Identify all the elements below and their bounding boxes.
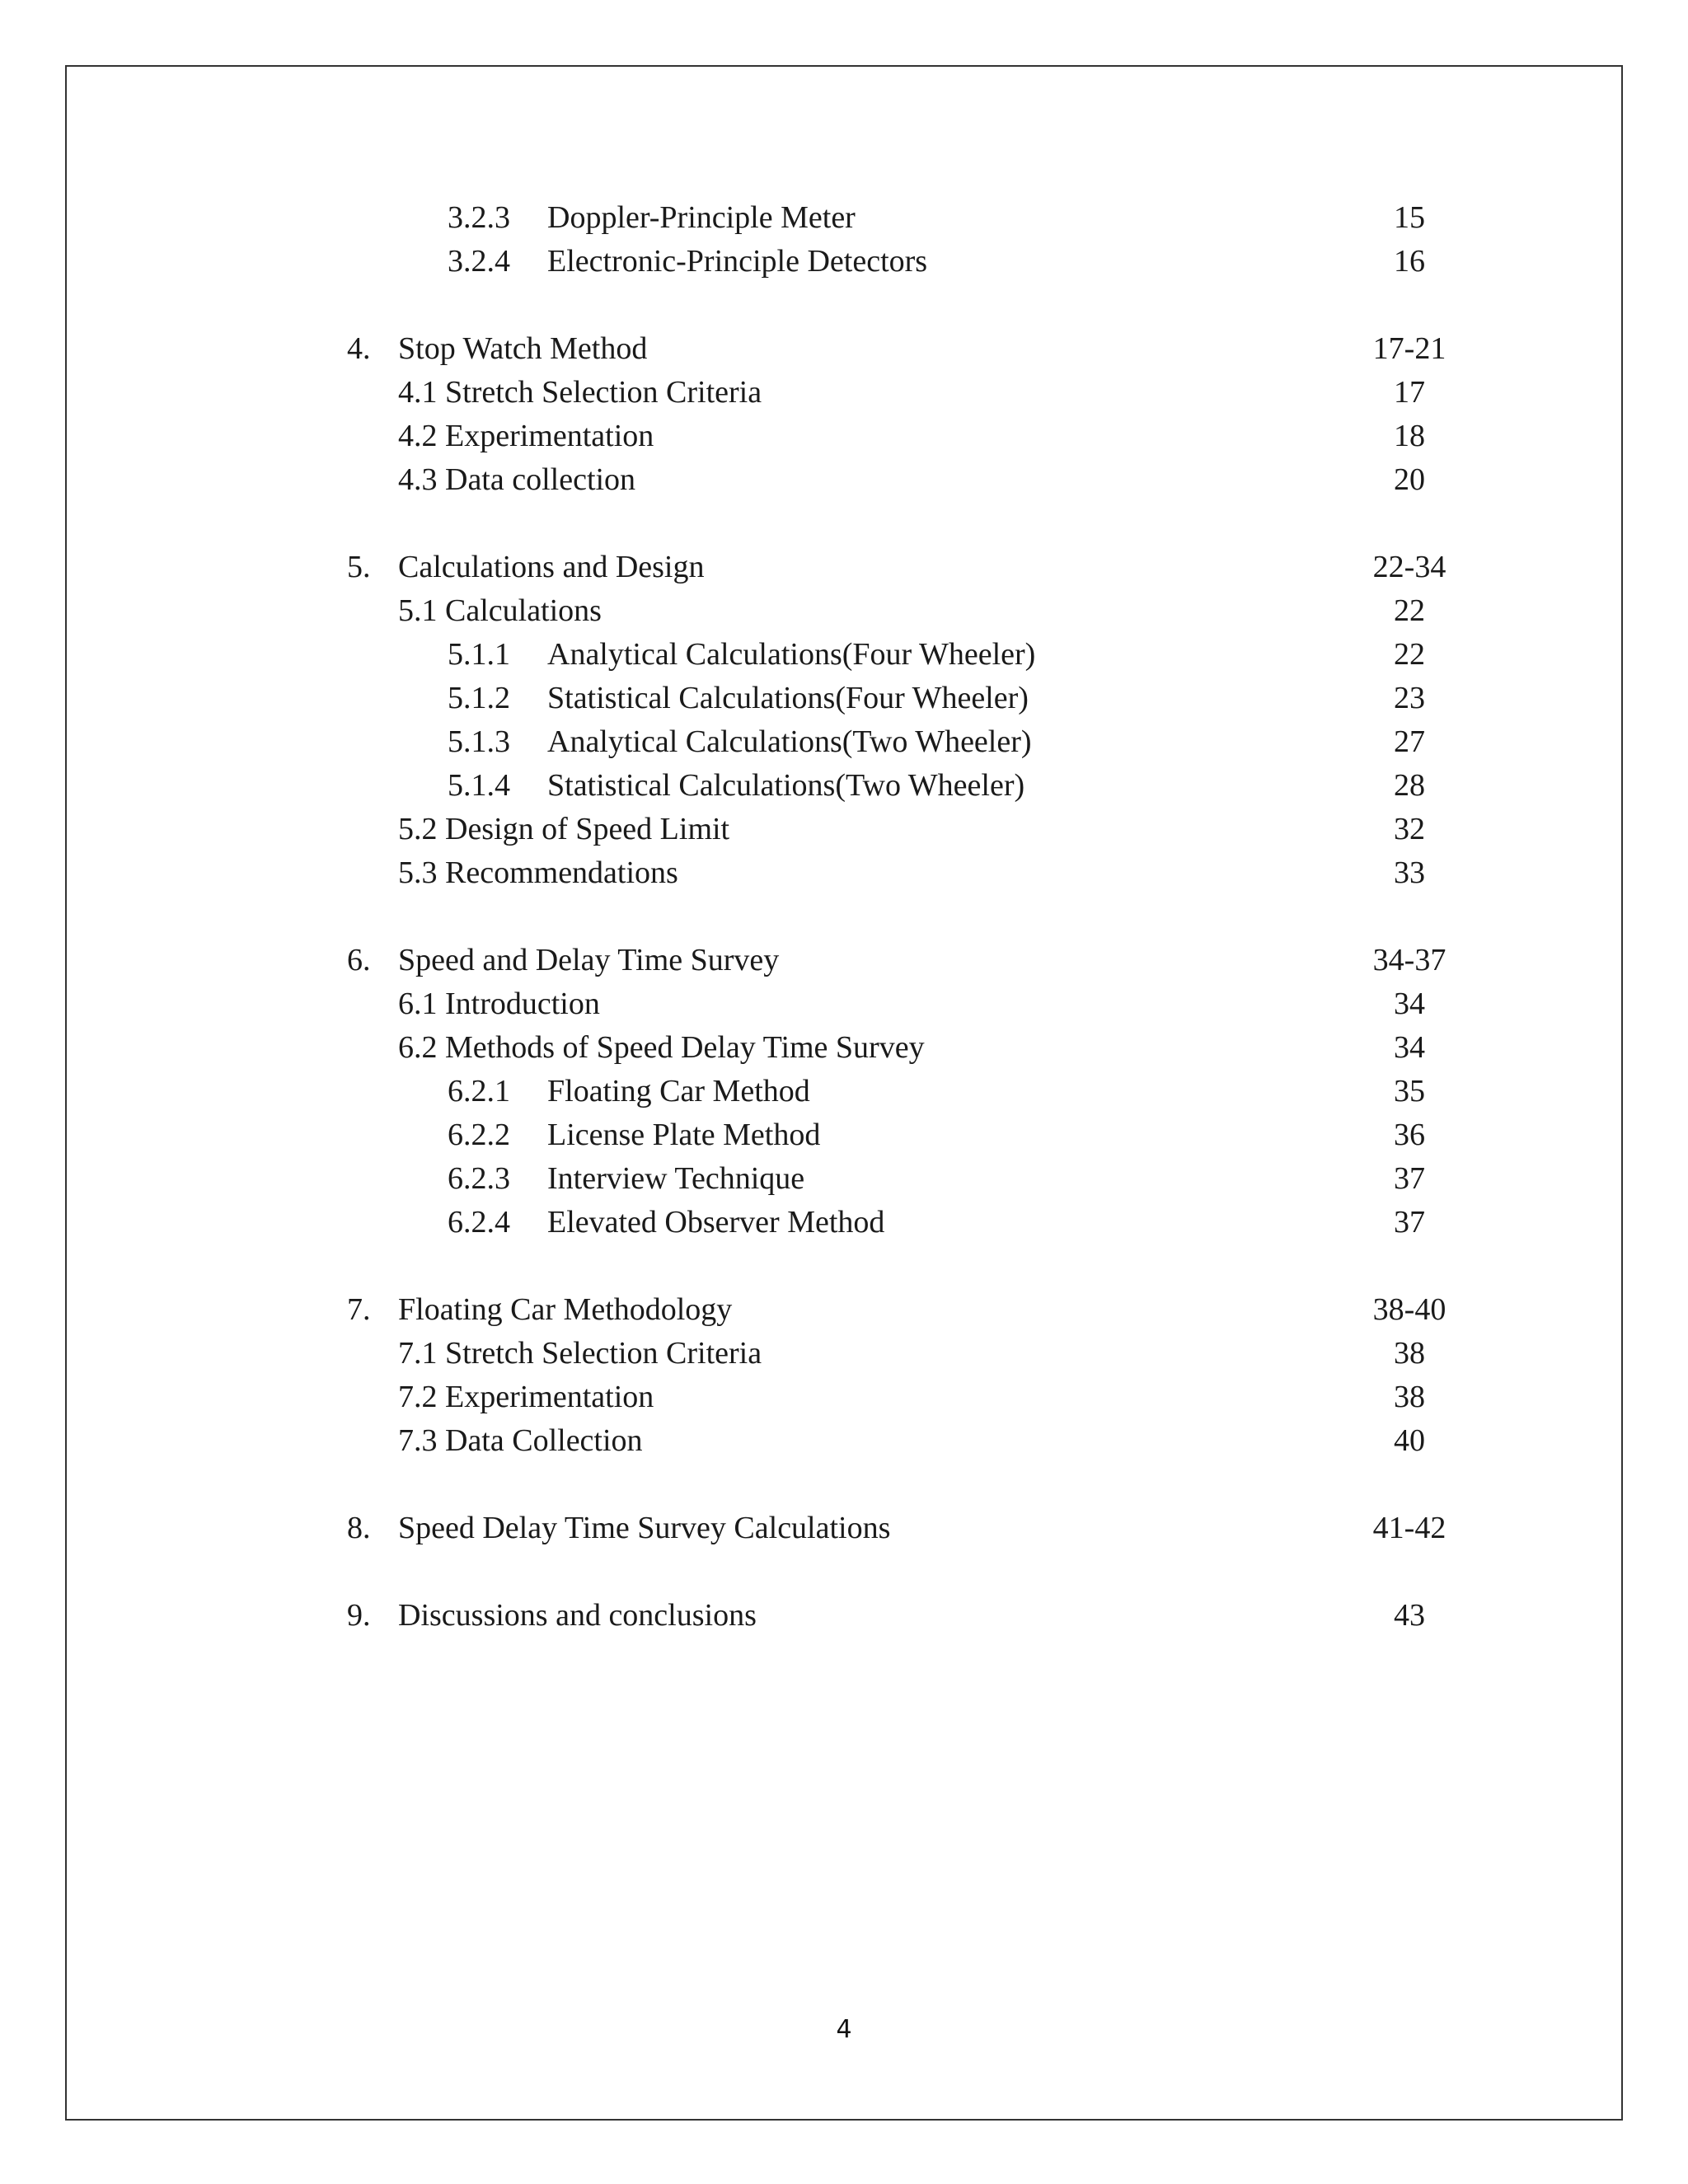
entry-title: 4.2 Experimentation: [398, 419, 654, 453]
entry-title: Analytical Calculations(Two Wheeler): [547, 724, 1032, 759]
toc-entry-6-2-2[interactable]: [0, 1113, 1688, 1156]
entry-title: Floating Car Methodology: [398, 1292, 733, 1327]
toc-entry-5-1-1[interactable]: [0, 633, 1688, 676]
entry-page: 38: [1394, 1336, 1425, 1371]
toc-entry-6-2-1[interactable]: [0, 1070, 1688, 1113]
entry-title: Speed and Delay Time Survey: [398, 943, 780, 977]
entry-title: Discussions and conclusions: [398, 1598, 757, 1633]
toc-entry-chapter-4[interactable]: [0, 327, 1688, 370]
toc-entry-4-2[interactable]: [0, 415, 1688, 457]
toc-entry-5-2[interactable]: [0, 808, 1688, 851]
entry-page: 17: [1394, 375, 1425, 410]
entry-page: 15: [1394, 200, 1425, 235]
entry-page: 36: [1394, 1118, 1425, 1152]
page-number: 4: [836, 2015, 852, 2044]
entry-page: 17-21: [1372, 331, 1447, 366]
entry-page: 38: [1394, 1380, 1425, 1414]
entry-title: 5.3 Recommendations: [398, 855, 678, 890]
entry-page: 28: [1394, 768, 1425, 803]
entry-number: 5.: [347, 550, 371, 584]
entry-title: 7.2 Experimentation: [398, 1380, 654, 1414]
entry-title: 7.3 Data Collection: [398, 1423, 643, 1458]
entry-page: 37: [1394, 1205, 1425, 1240]
entry-title: 4.3 Data collection: [398, 462, 636, 497]
entry-title: Doppler-Principle Meter: [547, 200, 856, 235]
entry-number: 5.1.4: [448, 768, 510, 803]
toc-entry-6-1[interactable]: [0, 982, 1688, 1025]
entry-title: 5.2 Design of Speed Limit: [398, 812, 730, 846]
entry-title: Electronic-Principle Detectors: [547, 244, 928, 279]
entry-page: 33: [1394, 855, 1425, 890]
toc-entry-4-1[interactable]: [0, 371, 1688, 414]
entry-number: 3.2.4: [448, 244, 510, 279]
entry-number: 6.2.2: [448, 1118, 510, 1152]
entry-title: License Plate Method: [547, 1118, 821, 1152]
entry-page: 32: [1394, 812, 1425, 846]
entry-page: 40: [1394, 1423, 1425, 1458]
entry-number: 6.: [347, 943, 371, 977]
entry-number: 6.2.3: [448, 1161, 510, 1196]
entry-page: 20: [1394, 462, 1425, 497]
toc-entry-7-1[interactable]: [0, 1332, 1688, 1375]
toc-entry-5-1-2[interactable]: [0, 677, 1688, 719]
entry-title: Statistical Calculations(Four Wheeler): [547, 681, 1029, 715]
entry-page: 38-40: [1372, 1292, 1447, 1327]
entry-title: Analytical Calculations(Four Wheeler): [547, 637, 1036, 672]
entry-page: 22: [1394, 637, 1425, 672]
toc-entry-5-3[interactable]: [0, 851, 1688, 894]
entry-number: 9.: [347, 1598, 371, 1633]
entry-title: Statistical Calculations(Two Wheeler): [547, 768, 1025, 803]
entry-number: 6.2.4: [448, 1205, 510, 1240]
toc-entry-3-2-4[interactable]: [0, 240, 1688, 283]
entry-number: 7.: [347, 1292, 371, 1327]
entry-page: 34-37: [1372, 943, 1447, 977]
entry-page: 43: [1394, 1598, 1425, 1633]
entry-page: 22: [1394, 593, 1425, 628]
entry-title: 5.1 Calculations: [398, 593, 602, 628]
toc-entry-chapter-8[interactable]: [0, 1507, 1688, 1549]
entry-number: 5.1.1: [448, 637, 510, 672]
entry-title: 4.1 Stretch Selection Criteria: [398, 375, 762, 410]
entry-page: 37: [1394, 1161, 1425, 1196]
entry-title: Interview Technique: [547, 1161, 805, 1196]
entry-page: 35: [1394, 1074, 1425, 1108]
toc-entry-chapter-7[interactable]: [0, 1288, 1688, 1331]
toc-entry-6-2-4[interactable]: [0, 1201, 1688, 1244]
toc-entry-chapter-5[interactable]: [0, 546, 1688, 588]
entry-title: Stop Watch Method: [398, 331, 648, 366]
entry-page: 23: [1394, 681, 1425, 715]
toc-entry-5-1-3[interactable]: [0, 720, 1688, 763]
entry-number: 6.2.1: [448, 1074, 510, 1108]
toc-entry-5-1-4[interactable]: [0, 764, 1688, 807]
entry-title: 6.1 Introduction: [398, 987, 600, 1021]
entry-number: 5.1.3: [448, 724, 510, 759]
toc-entry-5-1[interactable]: [0, 589, 1688, 632]
toc-entry-6-2-3[interactable]: [0, 1157, 1688, 1200]
entry-number: 4.: [347, 331, 371, 366]
entry-number: 5.1.2: [448, 681, 510, 715]
entry-page: 41-42: [1372, 1511, 1447, 1545]
entry-title: Calculations and Design: [398, 550, 705, 584]
entry-page: 27: [1394, 724, 1425, 759]
entry-page: 22-34: [1372, 550, 1447, 584]
toc-entry-chapter-9[interactable]: [0, 1594, 1688, 1637]
entry-page: 18: [1394, 419, 1425, 453]
entry-page: 16: [1394, 244, 1425, 279]
toc-entry-chapter-6[interactable]: [0, 939, 1688, 982]
entry-title: Floating Car Method: [547, 1074, 810, 1108]
entry-page: 34: [1394, 1030, 1425, 1065]
toc-entry-4-3[interactable]: [0, 458, 1688, 501]
entry-title: 6.2 Methods of Speed Delay Time Survey: [398, 1030, 925, 1065]
entry-page: 34: [1394, 987, 1425, 1021]
entry-title: Elevated Observer Method: [547, 1205, 885, 1240]
toc-entry-7-3[interactable]: [0, 1419, 1688, 1462]
entry-number: 8.: [347, 1511, 371, 1545]
entry-number: 3.2.3: [448, 200, 510, 235]
entry-title: Speed Delay Time Survey Calculations: [398, 1511, 891, 1545]
toc-entry-3-2-3[interactable]: [0, 196, 1688, 239]
entry-title: 7.1 Stretch Selection Criteria: [398, 1336, 762, 1371]
toc-entry-6-2[interactable]: [0, 1026, 1688, 1069]
toc-entry-7-2[interactable]: [0, 1376, 1688, 1418]
